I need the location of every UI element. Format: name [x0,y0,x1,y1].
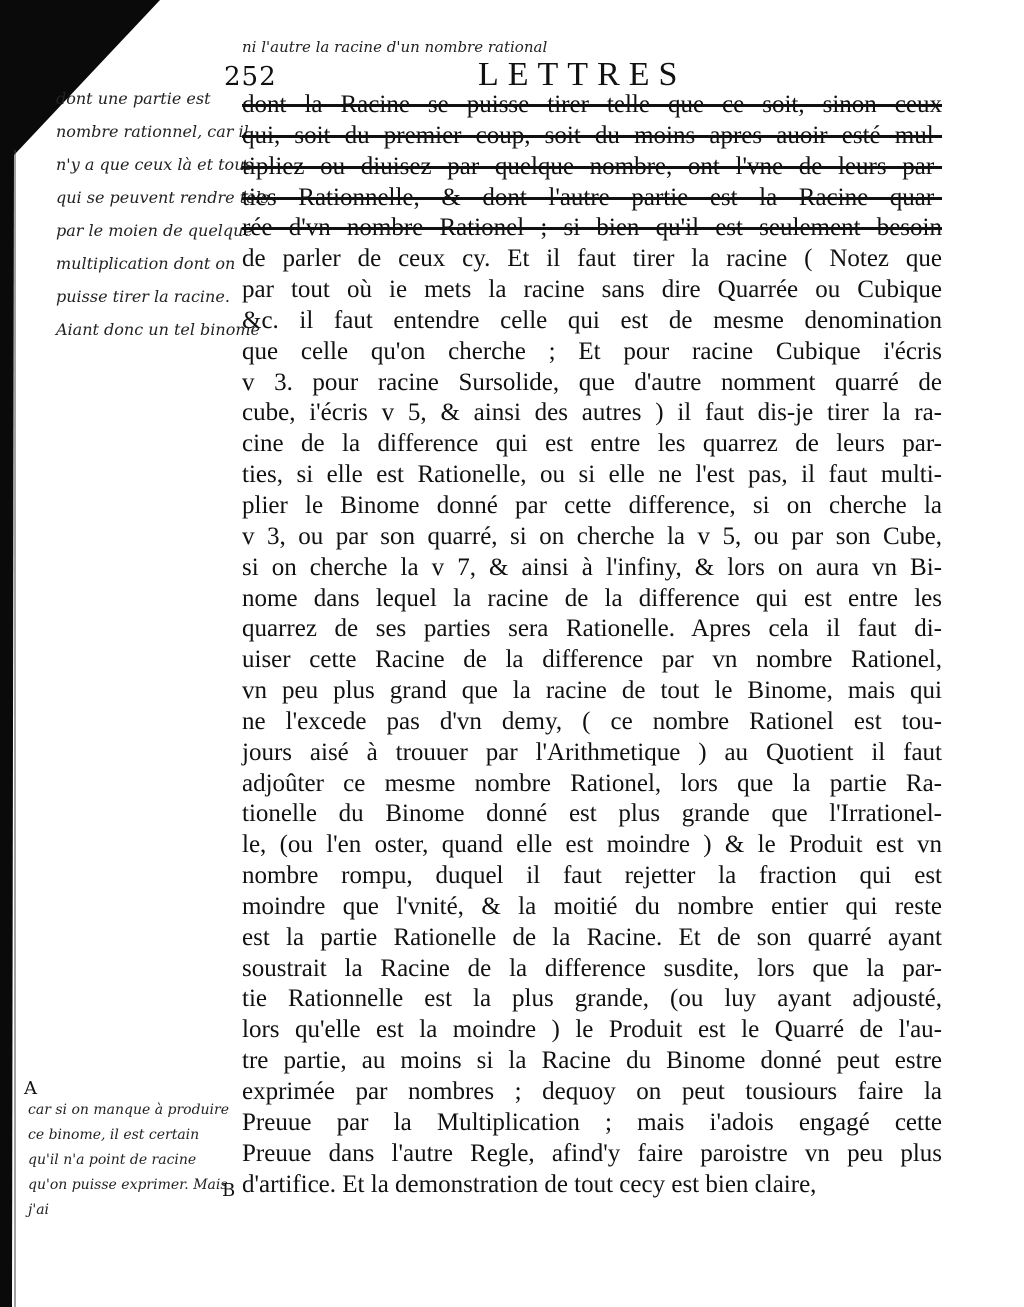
text-line: jours aisé à trouuer par l'Arithmetique ) au Quotient il faut [242,738,942,766]
text-line: qui, soit du premier coup, soit du moins apres auoir esté mul- [242,121,942,149]
text-line: v 3. pour racine Sursolide, que d'autre nomment quarré de [242,368,942,396]
handwritten-top-annotation: ni l'autre la racine d'un nombre rational [242,38,548,56]
text-line: par tout où ie mets la racine sans dire Quarrée ou Cubique [242,276,942,304]
text-line: si on cherche la v 7, & ainsi à l'infiny, & lors on aura vn Bi- [242,553,942,581]
text-line: soustrait la Racine de la difference susdite, lors que la par- [242,954,942,982]
text-line: cube, i'écris v 5, & ainsi des autres ) il faut dis-je tirer la ra- [242,399,942,427]
text-line: que celle qu'on cherche ; Et pour racine Cubique i'écris [242,337,942,365]
text-line: est la partie Rationelle de la Racine. Et de son quarré ayant [242,923,942,951]
text-line: dont la Racine se puisse tirer telle que ce soit, sinon ceux [242,91,942,118]
margin-note-marker-a: A [24,1078,37,1099]
text-line: quarrez de ses parties sera Rationelle. Apres cela il faut di- [242,615,942,643]
text-line: rée d'vn nombre Rationel ; si bien qu'il est seulement besoin [242,214,942,242]
margin-note-marker-b: B [222,1180,236,1201]
text-line: moindre que l'vnité, & la moitié du nombre entier qui reste [242,892,942,920]
text-line: tre partie, au moins si la Racine du Binome donné peut estre [242,1047,942,1075]
text-line: ties, si elle est Rationelle, ou si elle ne l'est pas, il faut multi- [242,461,942,489]
text-line: adjoûter ce mesme nombre Rationel, lors que la partie Ra- [242,769,942,797]
text-line: uiser cette Racine de la difference par vn nombre Rationel, [242,646,942,674]
text-line: lors qu'elle est la moindre ) le Produit est le Quarré de l'au- [242,1016,942,1044]
text-line: d'artifice. Et la demonstration de tout cecy est bien claire, [242,1170,817,1198]
text-line: nome dans lequel la racine de la difference qui est entre les [242,584,942,612]
running-head: LETTRES [478,56,687,93]
text-line: le, (ou l'en oster, quand elle est moindre ) & le Produit est vn [242,831,942,859]
text-line: Preuue dans l'autre Regle, afind'y faire paroistre vn peu plus [242,1139,942,1167]
handwritten-margin-note: car si on manque à produire ce binome, il est certain qu'il n'a point de racine qu'on puisse exprimer. Mais j'ai [28,1102,230,1218]
text-line: tie Rationnelle est la plus grande, (ou luy ayant adjousté, [242,985,942,1013]
body-text [242,90,942,1200]
text-line: de parler de ceux cy. Et il faut tirer la racine ( Notez que [242,245,942,273]
text-line: tipliez ou diuisez par quelque nombre, ont l'vne de leurs par- [242,152,942,180]
text-line: ne l'excede pas d'vn demy, ( ce nombre Rationel est tou- [242,707,942,735]
text-line: nombre rompu, duquel il faut rejetter la fraction qui est [242,862,942,890]
text-line: ties Rationnelle, & dont l'autre partie est la Racine quar- [242,183,942,211]
text-line: Preuue par la Multiplication ; mais i'adois engagé cette [242,1108,942,1136]
handwritten-margin-insertion: dont une partie est nombre rationnel, car il n'y a que ceux là et tous qui se peuvent rendre tels par le moien de quelque multiplication dont on puisse tirer la racine. Aiant donc un tel binome [56,89,269,339]
text-line: exprimée par nombres ; dequoy on peut tousiours faire la [242,1078,942,1105]
text-line: &c. il faut entendre celle qui est de mesme denomination [242,306,942,334]
text-line: plier le Binome donné par cette difference, si on cherche la [242,491,942,519]
text-line: v 3, ou par son quarré, si on cherche la v 5, ou par son Cube, [242,522,942,550]
text-line: vn peu plus grand que la racine de tout le Binome, mais qui [242,677,942,705]
text-line: cine de la difference qui est entre les quarrez de leurs par- [242,430,942,458]
text-line: tionelle du Binome donné est plus grande que l'Irrationel- [242,800,942,828]
page-number: 252 [224,62,277,92]
